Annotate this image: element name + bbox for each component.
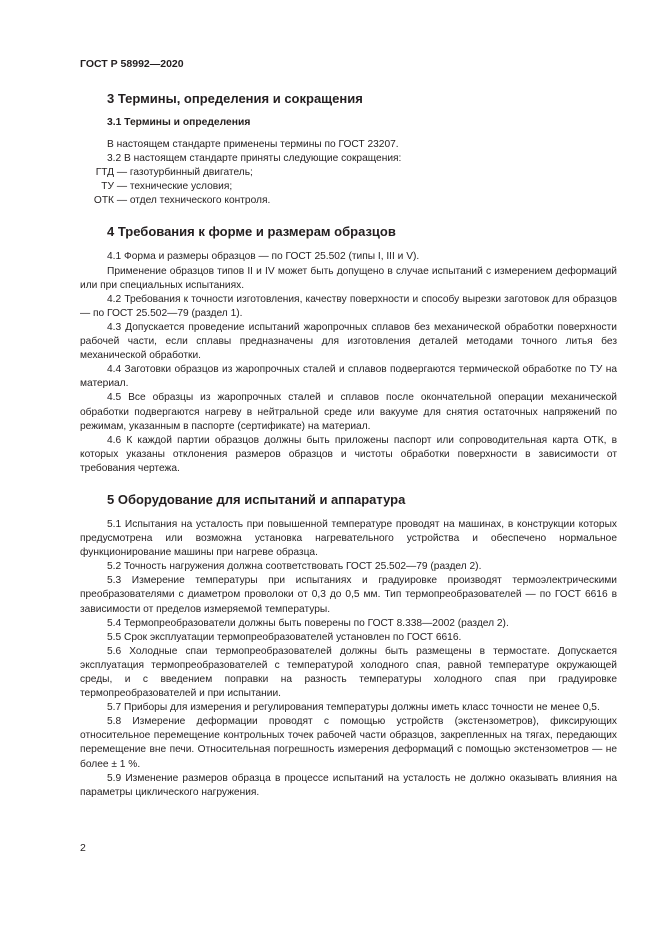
section-3-paragraph: В настоящем стандарте применены термины по ГОСТ 23207. bbox=[107, 139, 399, 150]
page-number: 2 bbox=[80, 842, 86, 854]
section-4-title: 4 Требования к форме и размерам образцов bbox=[107, 224, 396, 240]
section-5-paragraph: 5.4 Термопреобразователи должны быть поверены по ГОСТ 8.338—2002 (раздел 2). bbox=[107, 617, 509, 629]
section-4-paragraph: 4.4 Заготовки образцов из жаропрочных сталей и сплавов подвергаются термической обработке по ТУ на материал. bbox=[80, 364, 617, 390]
section-5-paragraph: 5.1 Испытания на усталость при повышенной температуре проводят на машинах, в конструкции которых предусмотрена или возможна установка нагревательного устройства и обеспечено нормальное функционирование машины при нагреве образца. bbox=[80, 518, 617, 559]
section-4-paragraph: 4.3 Допускается проведение испытаний жаропрочных сплавов без механической обработки поверхности рабочей части, если сплавы предназначены для изготовления деталей методами точного литья без механической обработки. bbox=[80, 321, 617, 362]
section-4-paragraph: Применение образцов типов II и IV может быть допущено в случае испытаний с измерением деформаций или при специальных испытаниях. bbox=[80, 265, 617, 291]
abbreviation-definition: — отдел технического контроля. bbox=[116, 195, 271, 207]
section-3-paragraph: 3.2 В настоящем стандарте приняты следующие сокращения: bbox=[107, 153, 402, 165]
abbreviation-term: ГТД bbox=[95, 167, 114, 179]
abbreviation-term: ОТК bbox=[93, 195, 114, 207]
section-5-paragraph: 5.2 Точность нагружения должна соответствовать ГОСТ 25.502—79 (раздел 2). bbox=[107, 561, 482, 573]
document-body bbox=[80, 90, 617, 800]
section-4-paragraph: 4.6 К каждой партии образцов должны быть приложены паспорт или сопроводительная карта ОТК, в которых указаны отклонения размеров образцов и чистоты обработки поверхности в зависимости от требования чертежа. bbox=[80, 434, 617, 474]
section-3-1-title: 3.1 Термины и определения bbox=[107, 117, 251, 128]
section-5-paragraph: 5.8 Измерение деформации проводят с помощью устройств (экстензометров), фиксирующих относительное перемещение контрольных точек рабочей части образцов, закрепленных на тягах, передающих перемещение вне печи. Относительная погрешность измерения деформаций с помощью экстензометров — не более ± 1 %. bbox=[80, 716, 617, 770]
section-5-paragraph: 5.3 Измерение температуры при испытаниях и градуировке производят термоэлектрическими преобразователями с диаметром проволоки от 0,3 до 0,5 мм. Тип термопреобразователей — по ГОСТ 6616 в зависимости от пределов измеряемой температуры. bbox=[80, 575, 617, 615]
abbreviation-item bbox=[80, 194, 617, 208]
abbreviation-definition: — технические условия; bbox=[116, 181, 233, 193]
section-5-paragraph: 5.7 Приборы для измерения и регулирования температуры должны иметь класс точности не менее 0,5. bbox=[107, 702, 600, 714]
section-5-paragraph: 5.6 Холодные спаи термопреобразователей должны быть размещены в термостате. Допускается эксплуатация термопреобразователей с температурой холодного спая, равной температуре окружающей среды, и с введением поправки на разность температуры холодного спая при градуировке термопреобразователей и при испытании. bbox=[80, 645, 617, 700]
abbreviation-item bbox=[80, 166, 617, 180]
section-3-title: 3 Термины, определения и сокращения bbox=[107, 91, 363, 106]
section-4-paragraph: 4.5 Все образцы из жаропрочных сталей и сплавов после окончательной операции механической обработки подвергаются нагреву в нейтральной среде или вакууме для снятия остаточных напряжений по режимам, указанным в паспорте (сертификате) на материал. bbox=[80, 392, 617, 432]
section-5-paragraph: 5.5 Срок эксплуатации термопреобразователей установлен по ГОСТ 6616. bbox=[107, 631, 462, 643]
section-4-paragraph: 4.2 Требования к точности изготовления, качеству поверхности и способу вырезки заготовок для образцов — по ГОСТ 25.502—79 (раздел 1). bbox=[80, 293, 617, 319]
section-5-paragraph: 5.9 Изменение размеров образца в процессе испытаний на усталость не должно оказывать влияния на параметры циклического нагружения. bbox=[80, 772, 617, 798]
standard-header: ГОСТ Р 58992—2020 bbox=[80, 58, 184, 70]
abbreviation-term: ТУ bbox=[101, 181, 114, 193]
abbreviation-definition: — газотурбинный двигатель; bbox=[116, 167, 253, 179]
section-5-title: 5 Оборудование для испытаний и аппаратура bbox=[107, 491, 406, 507]
section-4-paragraph: 4.1 Форма и размеры образцов — по ГОСТ 25.502 (типы I, III и V). bbox=[107, 251, 420, 263]
abbreviation-item bbox=[80, 180, 617, 194]
